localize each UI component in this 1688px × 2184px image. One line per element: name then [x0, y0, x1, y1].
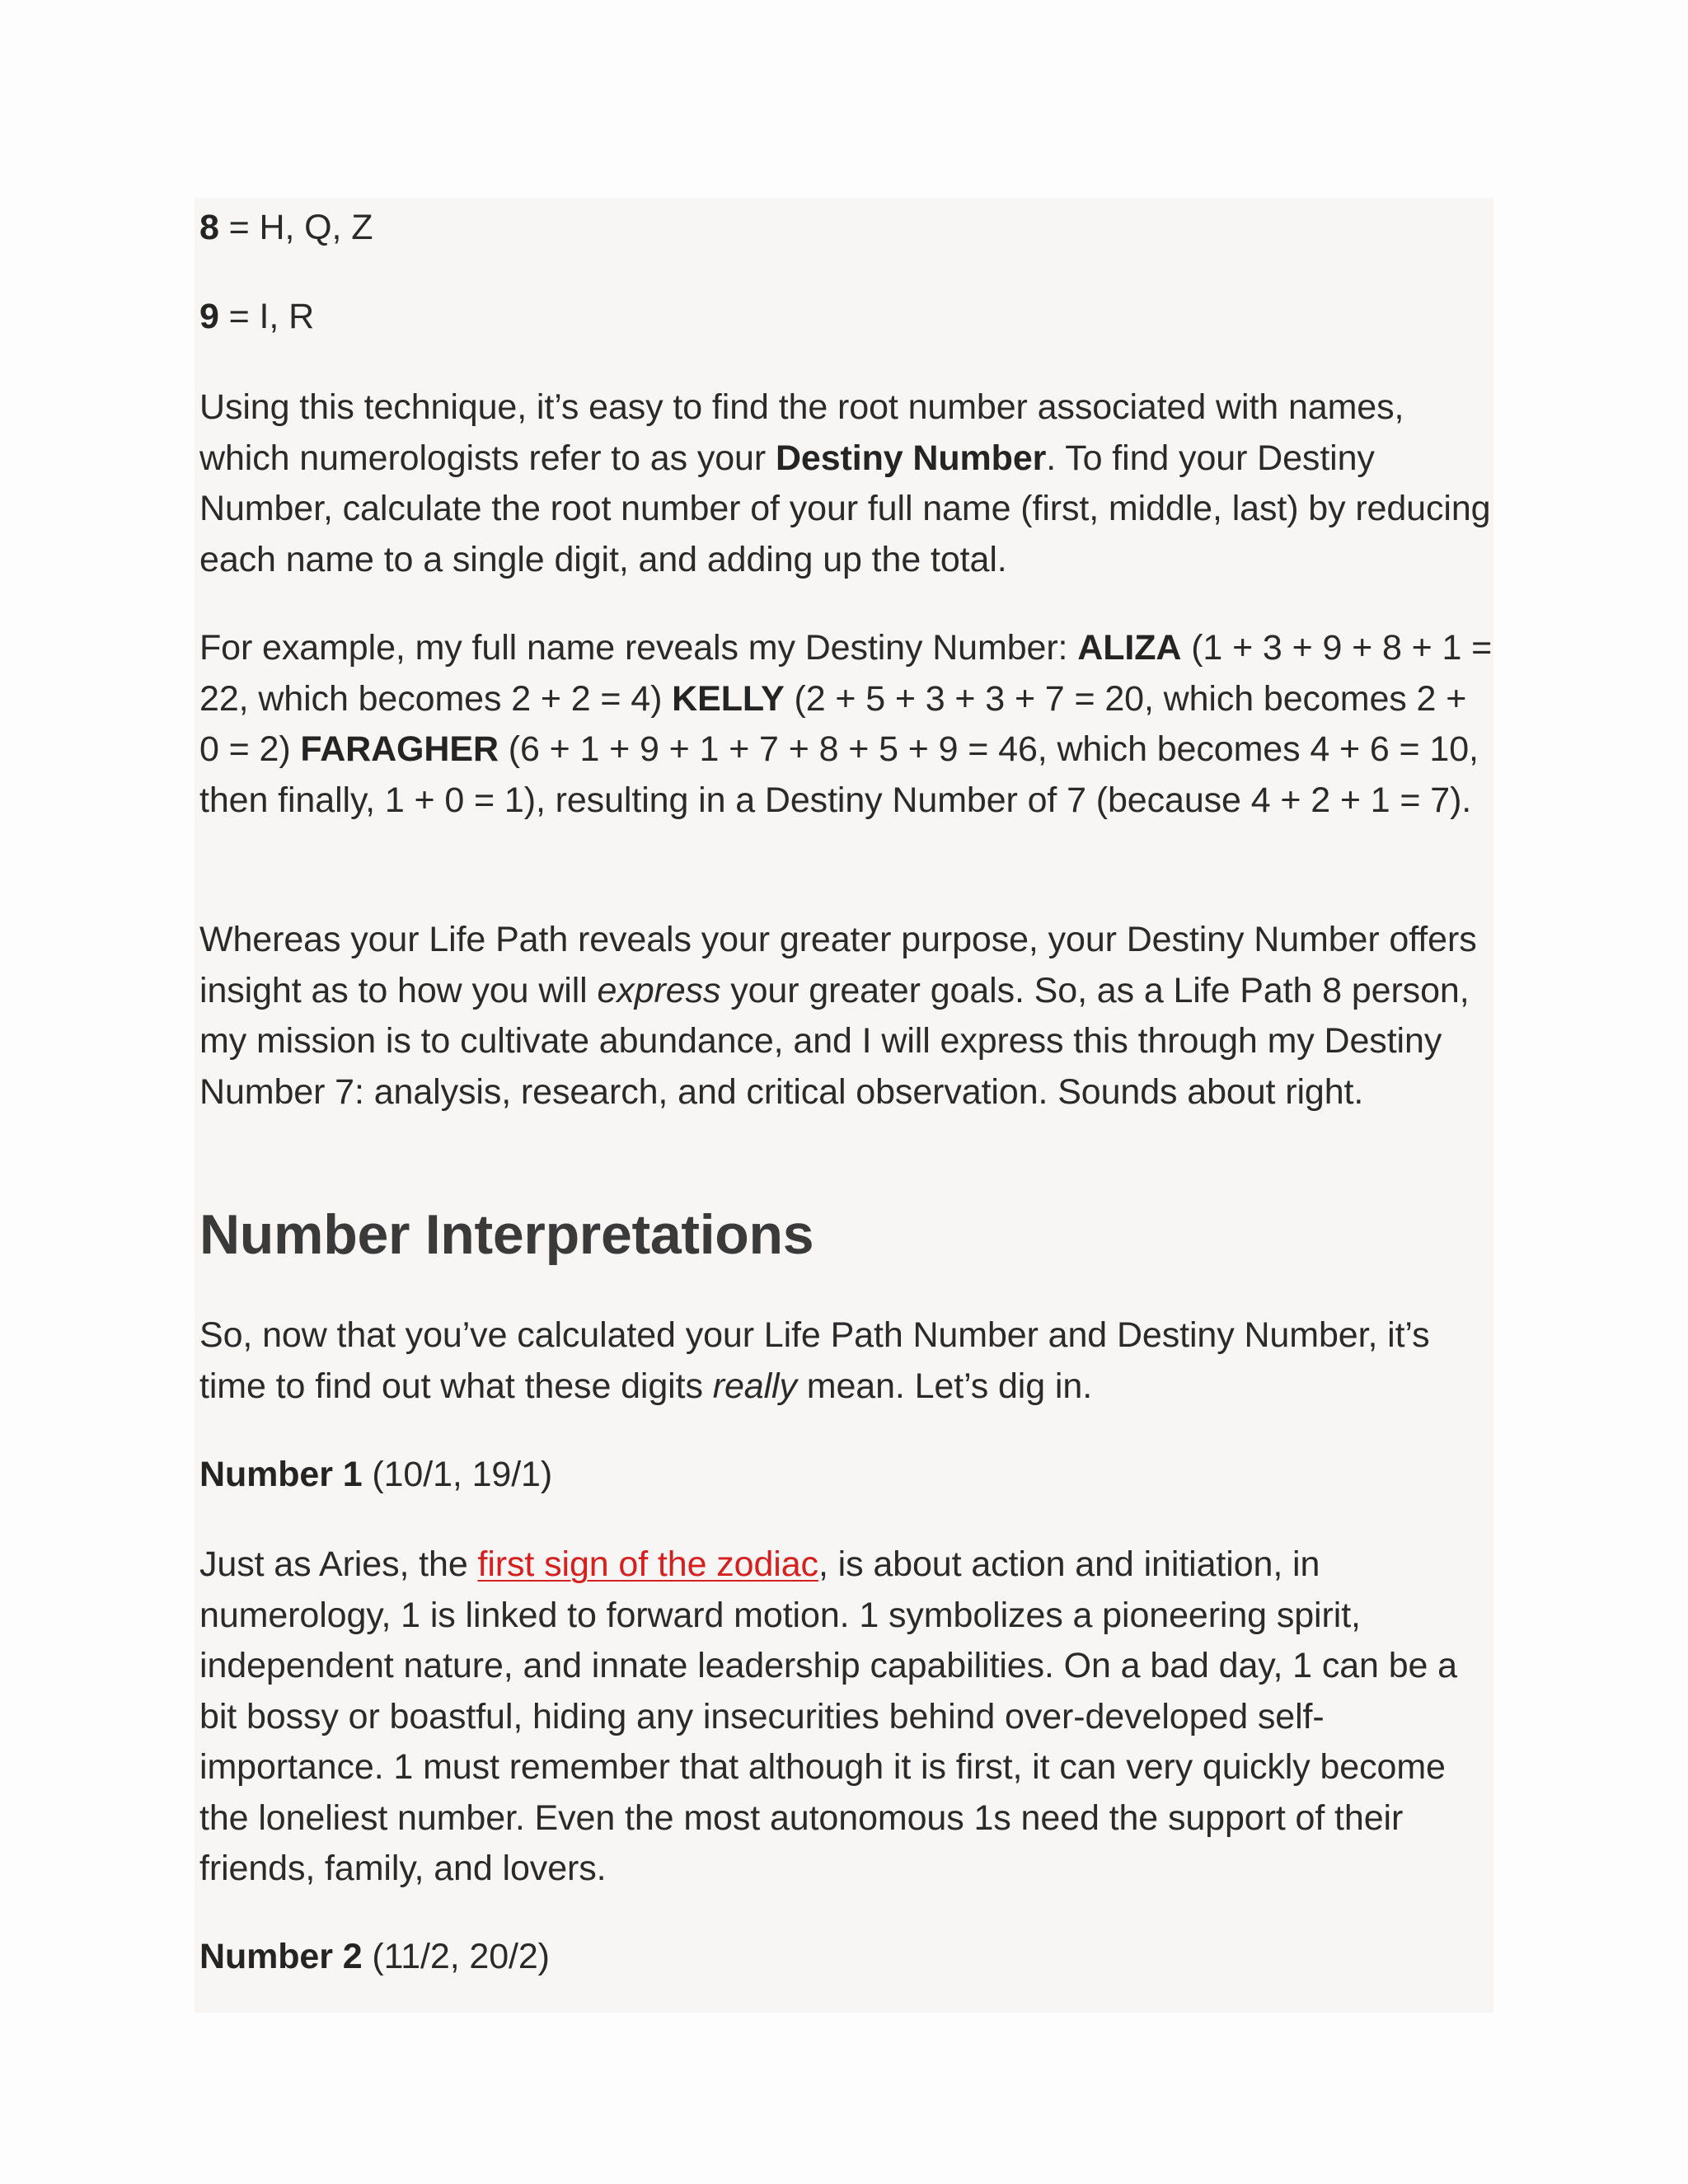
number-2-label: Number 2 — [199, 1937, 363, 1976]
paragraph-so — [199, 1310, 1493, 1412]
number-8: 8 — [199, 208, 219, 247]
text: For example, my full name reveals my Destiny Number: — [199, 628, 1078, 668]
section-heading: Number Interpretations — [199, 1203, 814, 1266]
numerology-key-9 — [199, 292, 1493, 343]
number-1-heading — [199, 1450, 1493, 1501]
text: (2 + 5 + 3 + 3 + 7 = 20, which becomes 2 + 0 = 2) — [199, 678, 1467, 769]
emphasis-really: really — [712, 1366, 797, 1406]
number-1-label: Number 1 — [199, 1455, 363, 1494]
text: (6 + 1 + 9 + 1 + 7 + 8 + 5 + 9 = 46, which becomes 4 + 6 = 10, then finally, 1 + 0 = 1), resulting in a Destiny Number of 7 (because 4 + 2 + 1 = 7). — [199, 729, 1479, 820]
text: mean. Let’s dig in. — [796, 1366, 1093, 1406]
text: Just as Aries, the — [199, 1544, 478, 1584]
numerology-key-8 — [199, 203, 1493, 254]
number-2-values: (11/2, 20/2) — [362, 1937, 550, 1976]
paragraph-aries — [199, 1540, 1493, 1895]
text: . To find your Destiny Number, calculate the root number of your full name (first, middle, last) by reducing each name to a single digit, and adding up the total. — [199, 438, 1491, 579]
zodiac-link[interactable]: first sign of the zodiac — [477, 1544, 818, 1584]
text: So, now that you’ve calculated your Life Path Number and Destiny Number, it’s time to find out what these digits — [199, 1315, 1430, 1406]
number-2-heading — [199, 1932, 1493, 1983]
name-aliza: ALIZA — [1077, 628, 1182, 668]
paragraph-technique — [199, 382, 1493, 585]
paragraph-whereas — [199, 915, 1493, 1118]
name-kelly: KELLY — [672, 678, 785, 719]
text: (1 + 3 + 9 + 8 + 1 = 22, which becomes 2 + 2 = 4) — [199, 628, 1493, 719]
emphasis-express: express — [597, 970, 721, 1010]
text: Using this technique, it’s easy to find the root number associated with names, which numerologists refer to as your — [199, 387, 1404, 478]
text: your greater goals. So, as a Life Path 8 person, my mission is to cultivate abundance, and I will express this through my Destiny Number 7: analysis, research, and critical observation. Sounds about right. — [199, 970, 1470, 1112]
destiny-number-term: Destiny Number — [775, 438, 1047, 478]
number-1-values: (10/1, 19/1) — [362, 1455, 553, 1494]
paragraph-example — [199, 623, 1493, 826]
name-faragher: FARAGHER — [300, 729, 499, 769]
text: Whereas your Life Path reveals your greater purpose, your Destiny Number offers insight as to how you will — [199, 920, 1477, 1010]
text: , is about action and initiation, in numerology, 1 is linked to forward motion. 1 symbolizes a pioneering spirit, independent nature, and innate leadership capabilities. On a bad day, 1 can be a bit bossy or boastful, hiding any insecurities behind over-developed self-importance. 1 must remember that although it is first, it can very quickly become the loneliest number. Even the most autonomous 1s need the support of their friends, family, and lovers. — [199, 1544, 1457, 1888]
number-9: 9 — [199, 297, 219, 336]
letters-9: = I, R — [218, 297, 315, 336]
letters-8: = H, Q, Z — [218, 208, 373, 247]
